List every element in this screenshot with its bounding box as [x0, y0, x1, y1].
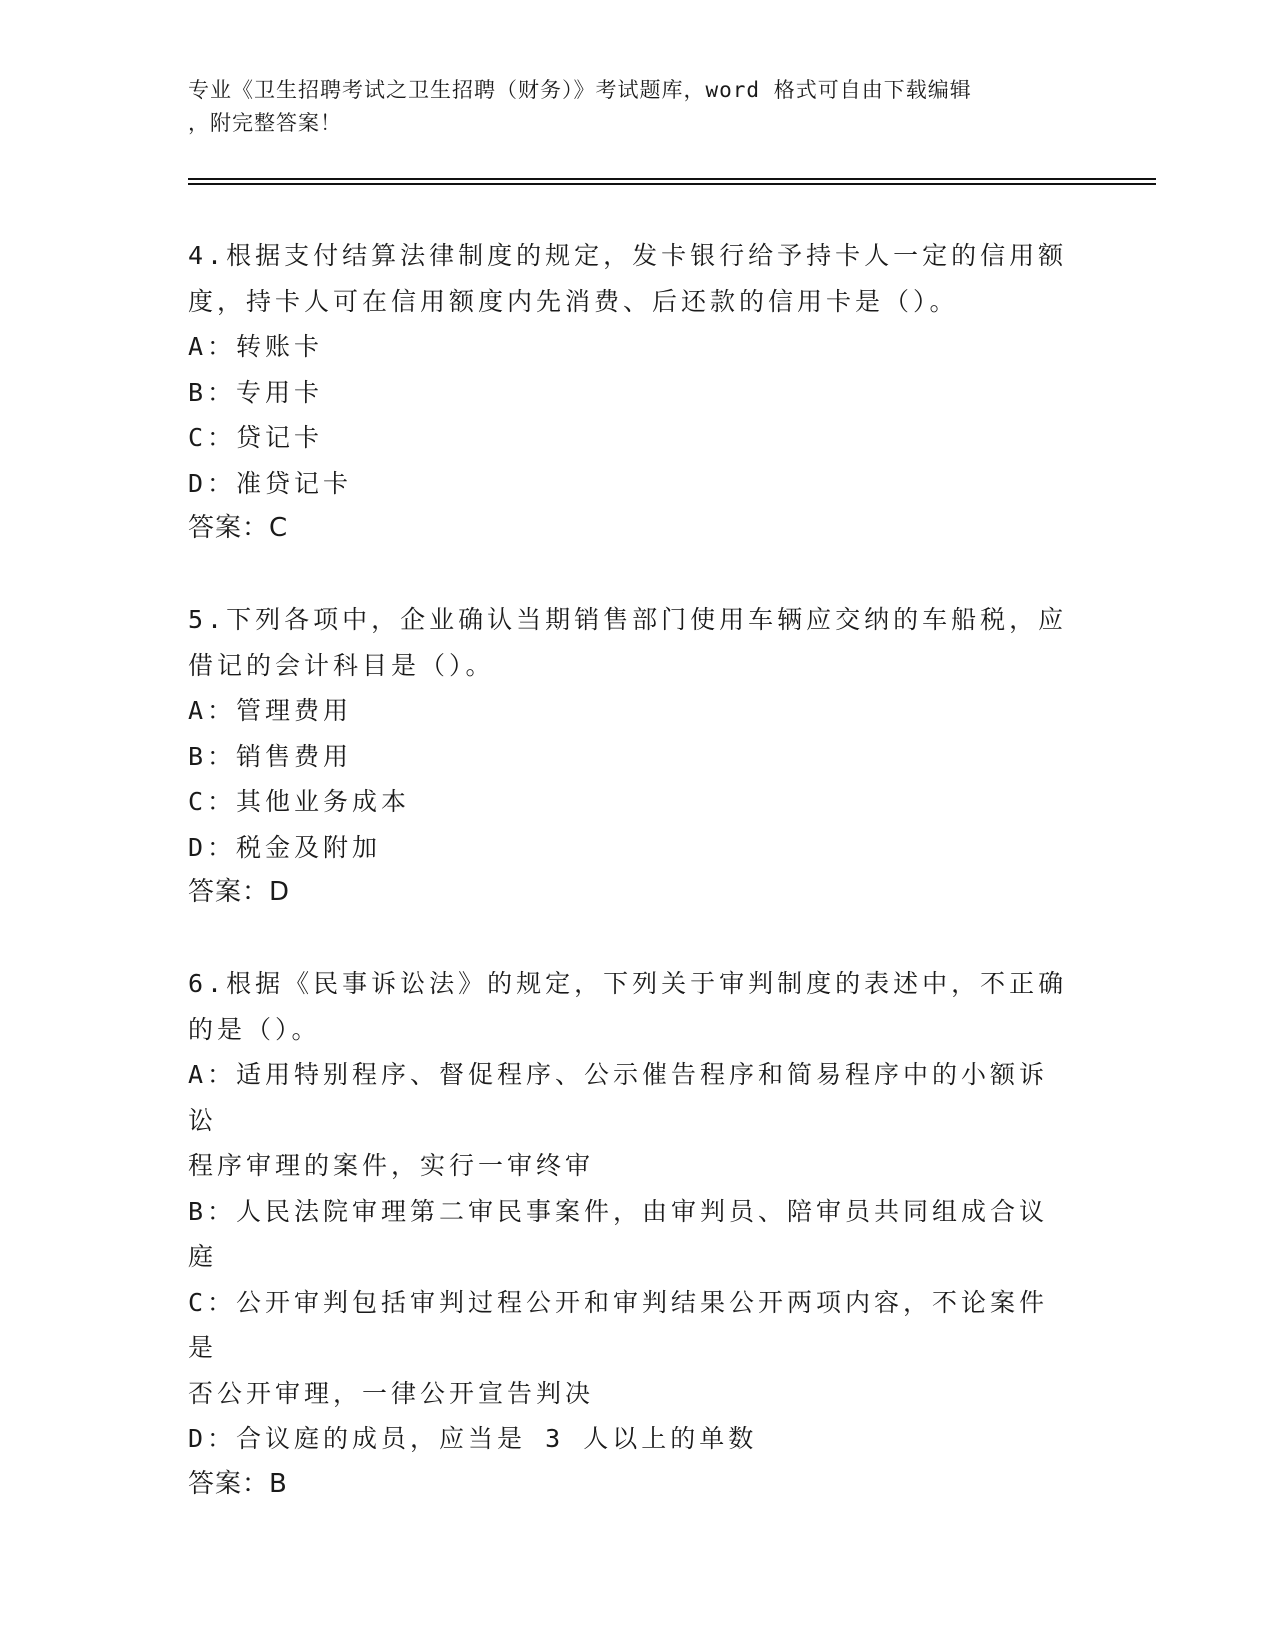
- option-a: A：转账卡: [188, 332, 324, 361]
- option-a: A：管理费用: [188, 696, 353, 725]
- question-6: [188, 961, 1068, 1507]
- header-divider-top: [188, 178, 1156, 180]
- option-b: B：人民法院审理第二审民事案件，由审判员、陪审员共同组成合议庭: [188, 1196, 1049, 1271]
- answer: 答案：C: [188, 513, 289, 543]
- document-header: [188, 74, 1088, 140]
- option-c: C：其他业务成本: [188, 787, 411, 816]
- option-c-continued: 否公开审理，一律公开宣告判决: [188, 1378, 595, 1408]
- option-a-continued: 程序审理的案件，实行一审终审: [188, 1151, 595, 1180]
- option-c: C：公开审判包括审判过程公开和审判结果公开两项内容，不论案件是: [188, 1287, 1049, 1362]
- answer: 答案：D: [188, 877, 291, 907]
- question-text-line: 5.下列各项中，企业确认当期销售部门使用车辆应交纳的车船税，应: [188, 605, 1068, 634]
- option-b: B：销售费用: [188, 741, 353, 771]
- option-c: C：贷记卡: [188, 423, 324, 452]
- option-b: B：专用卡: [188, 377, 324, 407]
- header-line-1: 专业《卫生招聘考试之卫生招聘（财务）》考试题库，word 格式可自由下载编辑: [188, 78, 972, 102]
- question-text-line: 的是（）。: [188, 1014, 321, 1044]
- question-text-line: 借记的会计科目是（）。: [188, 650, 495, 680]
- answer: 答案：B: [188, 1468, 288, 1499]
- header-line-2: ，附完整答案！: [188, 111, 342, 135]
- question-4: [188, 233, 1068, 552]
- option-a: A：适用特别程序、督促程序、公示催告程序和简易程序中的小额诉讼: [188, 1060, 1049, 1135]
- option-d: D：税金及附加: [188, 832, 382, 862]
- option-d: D：合议庭的成员，应当是 3 人以上的单数: [188, 1424, 758, 1453]
- option-d: D：准贷记卡: [188, 468, 353, 498]
- question-text-line: 度，持卡人可在信用额度内先消费、后还款的信用卡是（）。: [188, 286, 959, 316]
- question-text-line: 6.根据《民事诉讼法》的规定，下列关于审判制度的表述中，不正确: [188, 969, 1068, 998]
- question-5: [188, 597, 1068, 916]
- header-divider-bottom: [188, 183, 1156, 185]
- question-text-line: 4.根据支付结算法律制度的规定，发卡银行给予持卡人一定的信用额: [188, 241, 1068, 270]
